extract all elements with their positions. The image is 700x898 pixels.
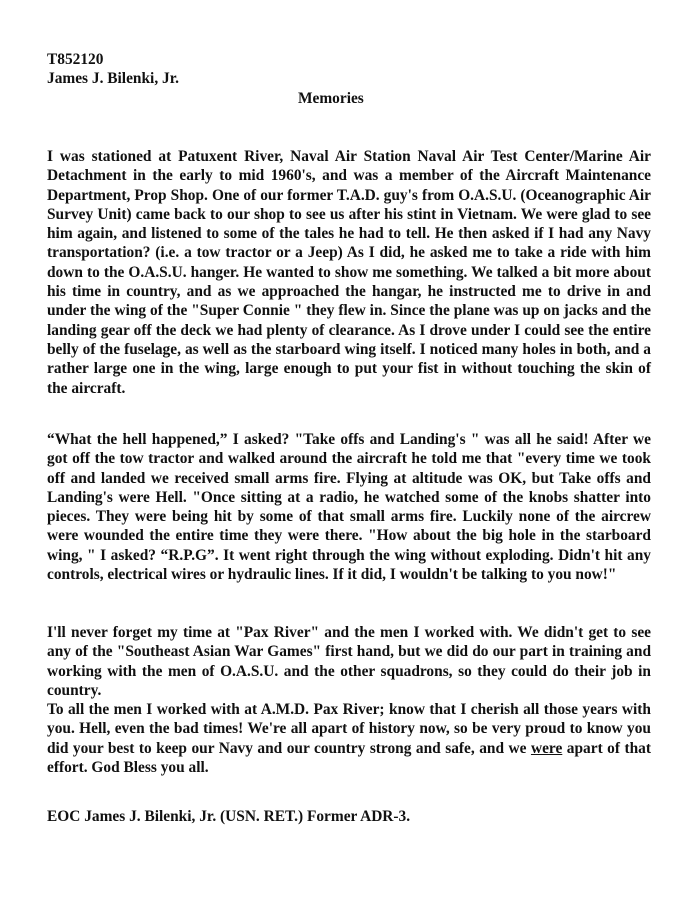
- paragraph-3: [47, 623, 651, 777]
- author-name: James J. Bilenki, Jr.: [47, 70, 179, 87]
- document-id: T852120: [47, 51, 104, 68]
- document-title: Memories: [298, 90, 364, 107]
- signature-line: EOC James J. Bilenki, Jr. (USN. RET.) Former ADR-3.: [47, 808, 411, 825]
- paragraph-3-part-1: I'll never forget my time at "Pax River" and the men I worked with. We didn't get to see any of the "Southeast Asian War Games" first hand, but we did do our part in training and working with the men of O.A.S.U. and the other squadrons, so they could do their job in country.: [47, 624, 651, 699]
- paragraph-1: I was stationed at Patuxent River, Naval Air Station Naval Air Test Center/Marine Air Detachment in the early to mid 1960's, and was a member of the Aircraft Maintenance Department, Prop Shop. One of our former T.A.D. guy's from O.A.S.U. (Oceanographic Air Survey Unit) came back to our shop to see us after his stint in Vietnam. We were glad to see him again, and listened to some of the tales he had to tell. He then asked if I had any Navy transportation? (i.e. a tow tractor or a Jeep) As I did, he asked me to take a ride with him down to the O.A.S.U. hanger. He wanted to show me something. We talked a bit more about his time in country, and as we approached the hangar, he instructed me to drive in and under the wing of the "Super Connie " they flew in. Since the plane was up on jacks and the landing gear off the deck we had plenty of clearance. As I drove under I could see the entire belly of the fuselage, as well as the starboard wing itself. I noticed many holes in both, and a rather large one in the wing, large enough to put your fist in without touching the skin of the aircraft.: [47, 148, 651, 397]
- underlined-word: were: [530, 739, 563, 757]
- paragraph-3-part-2-after: apart of that effort. God Bless you all.: [47, 739, 651, 777]
- paragraph-3-part-2-before: To all the men I worked with at A.M.D. Pax River; know that I cherish all those years with you. Hell, even the bad times! We're all apart of history now, so be very proud to know you did your best to keep our Navy and our country strong and safe, and we: [47, 701, 651, 757]
- paragraph-2: “What the hell happened,” I asked? "Take offs and Landing's " was all he said! After we got off the tow tractor and walked around the aircraft he told me that "every time we took off and landed we received small arms fire. Flying at altitude was OK, but Take offs and Landing's were Hell. "Once sitting at a radio, he watched some of the knobs shatter into pieces. They were being hit by some of that small arms fire. Luckily none of the aircrew were wounded the entire time they were there. "How about the big hole in the starboard wing, " I asked? “R.P.G”. It went right through the wing without exploding. Didn't hit any controls, electrical wires or hydraulic lines. If it did, I wouldn't be talking to you now!": [47, 431, 651, 584]
